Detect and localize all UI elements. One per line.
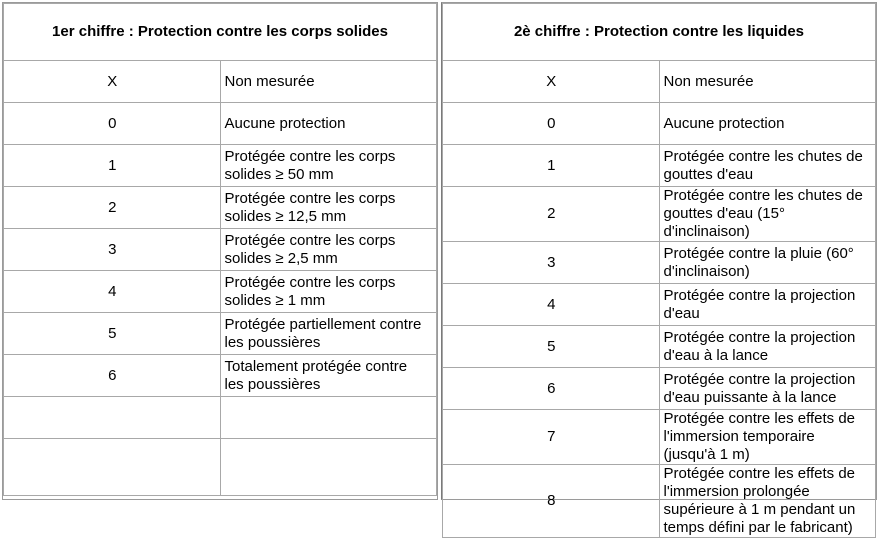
row-code: 0 <box>443 103 660 145</box>
table-row <box>443 410 876 465</box>
table-row <box>4 103 437 145</box>
row-code: 8 <box>443 465 660 538</box>
table-row <box>4 271 437 313</box>
table-row <box>4 313 437 355</box>
table-row <box>4 145 437 187</box>
row-code: 4 <box>443 284 660 326</box>
row-description: Protégée contre les chutes de gouttes d'eau <box>659 145 876 187</box>
table-row <box>443 187 876 242</box>
row-description: Aucune protection <box>220 103 437 145</box>
solid-protection-panel <box>2 2 438 500</box>
liquid-protection-panel <box>441 2 877 536</box>
row-description: Protégée contre la projection d'eau puissante à la lance <box>659 368 876 410</box>
row-description: Protégée contre la projection d'eau <box>659 284 876 326</box>
table-row <box>443 61 876 103</box>
row-description: Protégée contre les corps solides ≥ 50 mm <box>220 145 437 187</box>
row-code: 7 <box>443 410 660 465</box>
row-code: 1 <box>443 145 660 187</box>
row-description: Protégée contre les effets de l'immersion prolongée supérieure à 1 m pendant un temps défini par le fabricant) <box>659 465 876 538</box>
table-row <box>4 397 437 439</box>
solid-protection-table <box>3 3 437 496</box>
table-row <box>4 439 437 496</box>
row-description: Protégée contre les corps solides ≥ 2,5 mm <box>220 229 437 271</box>
row-code: 4 <box>4 271 221 313</box>
row-description: Non mesurée <box>659 61 876 103</box>
row-description: Protégée contre la projection d'eau à la lance <box>659 326 876 368</box>
row-code: 5 <box>4 313 221 355</box>
table-row <box>443 284 876 326</box>
row-description: Protégée partiellement contre les poussières <box>220 313 437 355</box>
row-code: 0 <box>4 103 221 145</box>
row-code: X <box>4 61 221 103</box>
row-code: 3 <box>4 229 221 271</box>
liquid-protection-header: 2è chiffre : Protection contre les liquides <box>443 4 876 61</box>
table-row <box>443 145 876 187</box>
solid-protection-header: 1er chiffre : Protection contre les corps solides <box>4 4 437 61</box>
table-row <box>4 355 437 397</box>
table-row <box>4 229 437 271</box>
table-row <box>443 465 876 538</box>
row-description: Protégée contre les chutes de gouttes d'eau (15° d'inclinaison) <box>659 187 876 242</box>
row-code: 6 <box>4 355 221 397</box>
row-code <box>4 397 221 439</box>
row-description: Protégée contre la pluie (60° d'inclinaison) <box>659 242 876 284</box>
table-row <box>443 242 876 284</box>
liquid-protection-table <box>442 3 876 538</box>
row-description <box>220 439 437 496</box>
row-code: 1 <box>4 145 221 187</box>
row-code: 3 <box>443 242 660 284</box>
row-description: Non mesurée <box>220 61 437 103</box>
table-row <box>443 368 876 410</box>
table-row <box>443 103 876 145</box>
row-code: 5 <box>443 326 660 368</box>
row-description: Protégée contre les effets de l'immersion temporaire (jusqu'à 1 m) <box>659 410 876 465</box>
row-description: Protégée contre les corps solides ≥ 1 mm <box>220 271 437 313</box>
row-description <box>220 397 437 439</box>
row-code: 2 <box>4 187 221 229</box>
table-row <box>4 61 437 103</box>
table-row <box>4 187 437 229</box>
row-code: 6 <box>443 368 660 410</box>
row-code <box>4 439 221 496</box>
row-code: X <box>443 61 660 103</box>
row-code: 2 <box>443 187 660 242</box>
table-row <box>443 326 876 368</box>
row-description: Aucune protection <box>659 103 876 145</box>
row-description: Protégée contre les corps solides ≥ 12,5 mm <box>220 187 437 229</box>
row-description: Totalement protégée contre les poussières <box>220 355 437 397</box>
